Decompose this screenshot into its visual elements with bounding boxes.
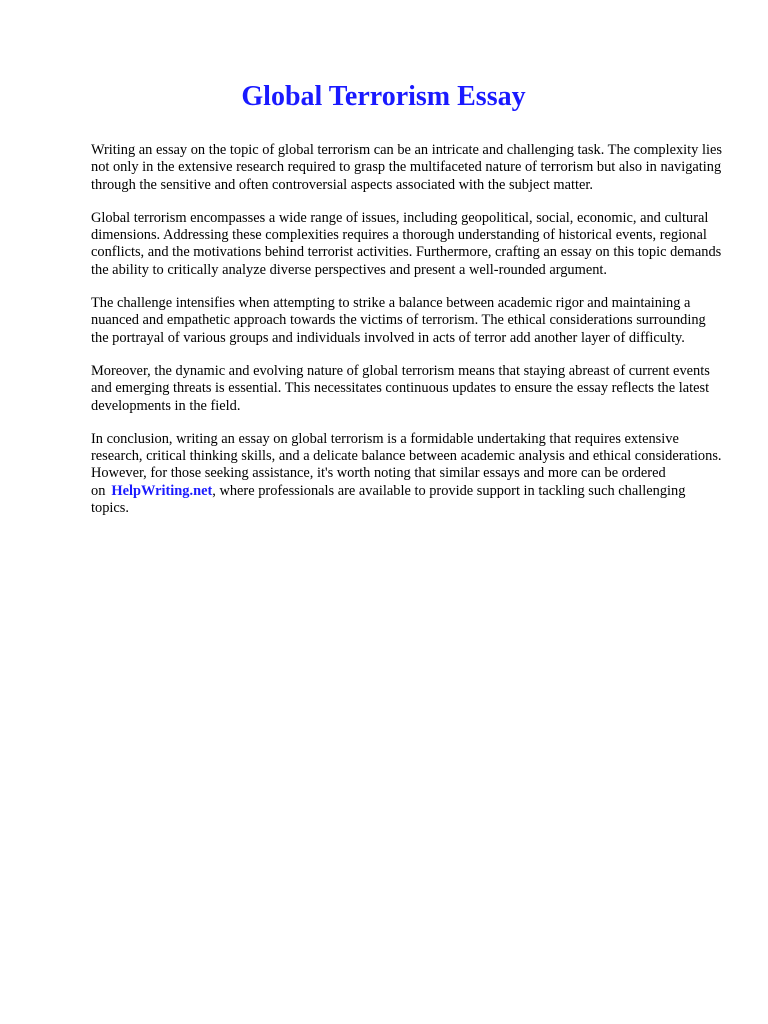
conclusion-text-after-link: , where professionals are available to provide support in tackling such challenging topics. — [91, 482, 686, 517]
paragraph-3: The challenge intensifies when attempting to strike a balance between academic rigor and maintaining a nuanced and empathetic approach towards the victims of terrorism. The ethical considerations surrounding the portrayal of various groups and individuals involved in acts of terror add another layer of difficulty. — [91, 295, 706, 346]
paragraph-4: Moreover, the dynamic and evolving nature of global terrorism means that staying abreast of current events and emerging threats is essential. This necessitates continuous updates to ensure the essay reflects the latest developments in the field. — [91, 362, 710, 414]
helpwriting-link[interactable]: HelpWriting.net — [111, 482, 213, 499]
paragraph-2: Global terrorism encompasses a wide range of issues, including geopolitical, social, economic, and cultural dimensions. Addressing these complexities requires a thorough understanding of historical events, regional conflicts, and the motivations behind terrorist activities. Furthermore, crafting an essay on this topic demands the ability to critically analyze diverse perspectives and present a well-rounded argument. — [91, 209, 722, 278]
conclusion-paragraph — [91, 431, 726, 517]
conclusion-text-before-link: In conclusion, writing an essay on global terrorism is a formidable undertaking that requires extensive research, critical thinking skills, and a delicate balance between academic analysis and ethical considerations. However, for those seeking assistance, it's worth noting that similar essays and more can be ordered on — [91, 430, 722, 499]
document-title: Global Terrorism Essay — [241, 81, 526, 112]
paragraph-1: Writing an essay on the topic of global terrorism can be an intricate and challenging task. The complexity lies not only in the extensive research required to grasp the multifaceted nature of terrorism but also in navigating through the sensitive and often controversial aspects associated with the subject matter. — [91, 142, 722, 193]
